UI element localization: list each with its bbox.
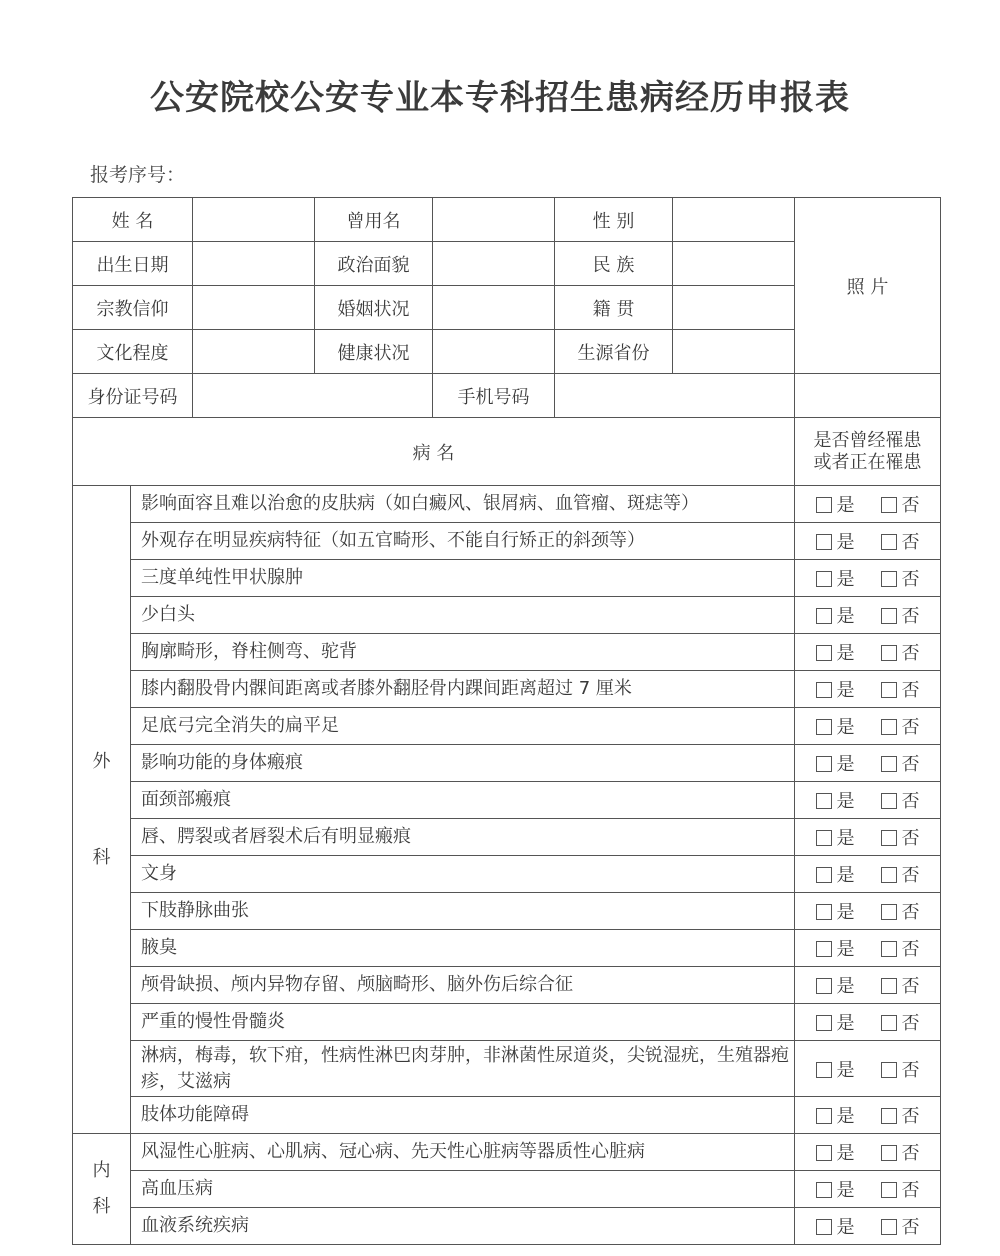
no-checkbox[interactable]: [881, 867, 897, 883]
disease-name: 严重的慢性骨髓炎: [131, 1004, 795, 1041]
disease-name: 风湿性心脏病、心肌病、冠心病、先天性心脏病等器质性心脏病: [131, 1134, 795, 1171]
no-checkbox[interactable]: [881, 682, 897, 698]
disease-name: 血液系统疾病: [131, 1208, 795, 1245]
no-option[interactable]: [881, 495, 920, 516]
yes-label: 是: [836, 1013, 855, 1034]
disease-name: 三度单纯性甲状腺肿: [131, 560, 795, 597]
political-status-field[interactable]: [433, 242, 555, 286]
yes-checkbox[interactable]: [816, 608, 832, 624]
former-name-field[interactable]: [433, 198, 555, 242]
no-checkbox[interactable]: [881, 756, 897, 772]
yes-label: 是: [836, 939, 855, 960]
yes-checkbox[interactable]: [816, 830, 832, 846]
no-checkbox[interactable]: [881, 1182, 897, 1198]
yes-no-choice: [795, 930, 941, 967]
yes-no-choice: [795, 486, 941, 523]
native-place-field[interactable]: [673, 286, 795, 330]
native-place-label: 籍 贯: [555, 286, 673, 330]
no-checkbox[interactable]: [881, 1015, 897, 1031]
category-char: 科: [92, 846, 111, 868]
no-label: 否: [901, 828, 920, 849]
yes-label: 是: [836, 754, 855, 775]
yes-label: 是: [836, 865, 855, 886]
religion-label: 宗教信仰: [73, 286, 193, 330]
yes-checkbox[interactable]: [816, 1219, 832, 1235]
no-option[interactable]: [881, 791, 920, 812]
yes-no-choice: [795, 671, 941, 708]
disease-name: 淋病，梅毒，软下疳，性病性淋巴肉芽肿，非淋菌性尿道炎，尖锐湿疣，生殖器疱疹，艾滋病: [131, 1041, 795, 1097]
yes-option[interactable]: [816, 939, 855, 960]
yes-checkbox[interactable]: [816, 534, 832, 550]
disease-name-header: 病 名: [73, 418, 795, 486]
yes-checkbox[interactable]: [816, 1108, 832, 1124]
no-label: 否: [901, 606, 920, 627]
yes-option[interactable]: [816, 1217, 855, 1238]
yes-label: 是: [836, 902, 855, 923]
disease-name: 下肢静脉曲张: [131, 893, 795, 930]
yes-checkbox[interactable]: [816, 571, 832, 587]
no-option[interactable]: [881, 643, 920, 664]
table-row: [73, 708, 941, 745]
yes-no-choice: [795, 1097, 941, 1134]
yes-label: 是: [836, 495, 855, 516]
no-label: 否: [901, 976, 920, 997]
disease-name: 面颈部瘢痕: [131, 782, 795, 819]
table-row: [73, 1171, 941, 1208]
no-label: 否: [901, 754, 920, 775]
no-option[interactable]: [881, 717, 920, 738]
table-row: [73, 856, 941, 893]
table-row: [73, 597, 941, 634]
form-title: 公安院校公安专业本专科招生患病经历申报表: [150, 78, 850, 118]
no-label: 否: [901, 1013, 920, 1034]
category-char: 外: [92, 750, 111, 772]
disease-name: 影响功能的身体瘢痕: [131, 745, 795, 782]
disease-name: 胸廓畸形，脊柱侧弯、驼背: [131, 634, 795, 671]
table-row: [73, 523, 941, 560]
yes-checkbox[interactable]: [816, 978, 832, 994]
disease-name: 文身: [131, 856, 795, 893]
no-label: 否: [901, 495, 920, 516]
yes-option[interactable]: [816, 865, 855, 886]
id-number-field[interactable]: [193, 374, 433, 418]
yes-no-choice: [795, 560, 941, 597]
yes-checkbox[interactable]: [816, 941, 832, 957]
no-checkbox[interactable]: [881, 941, 897, 957]
yes-no-choice: [795, 523, 941, 560]
yes-checkbox[interactable]: [816, 867, 832, 883]
table-row: [73, 930, 941, 967]
no-label: 否: [901, 1217, 920, 1238]
yes-label: 是: [836, 643, 855, 664]
no-checkbox[interactable]: [881, 719, 897, 735]
yes-option[interactable]: [816, 791, 855, 812]
disease-name: 影响面容且难以治愈的皮肤病（如白癜风、银屑病、血管瘤、斑痣等）: [131, 486, 795, 523]
yes-no-choice: [795, 634, 941, 671]
yes-checkbox[interactable]: [816, 904, 832, 920]
yes-no-choice: [795, 893, 941, 930]
name-label: 姓 名: [73, 198, 193, 242]
yes-no-choice: [795, 856, 941, 893]
no-checkbox[interactable]: [881, 1108, 897, 1124]
yes-no-choice: [795, 1004, 941, 1041]
marital-status-field[interactable]: [433, 286, 555, 330]
no-label: 否: [901, 902, 920, 923]
no-checkbox[interactable]: [881, 793, 897, 809]
no-label: 否: [901, 717, 920, 738]
yes-option[interactable]: [816, 1106, 855, 1127]
category-label: [73, 486, 131, 1134]
yes-option[interactable]: [816, 902, 855, 923]
table-row: [73, 671, 941, 708]
no-checkbox[interactable]: [881, 645, 897, 661]
yes-checkbox[interactable]: [816, 1062, 832, 1078]
yes-option[interactable]: [816, 1060, 855, 1081]
origin-province-label: 生源省份: [555, 330, 673, 374]
yes-label: 是: [836, 1106, 855, 1127]
serial-number-label: 报考序号：: [90, 164, 186, 186]
yes-checkbox[interactable]: [816, 682, 832, 698]
no-label: 否: [901, 680, 920, 701]
yes-checkbox[interactable]: [816, 1015, 832, 1031]
no-label: 否: [901, 865, 920, 886]
ever-suffered-header-line1: 是否曾经罹患: [813, 429, 922, 451]
yes-label: 是: [836, 828, 855, 849]
yes-label: 是: [836, 976, 855, 997]
yes-option[interactable]: [816, 1013, 855, 1034]
yes-no-choice: [795, 597, 941, 634]
birth-date-label: 出生日期: [73, 242, 193, 286]
yes-label: 是: [836, 606, 855, 627]
table-row: [73, 745, 941, 782]
no-option[interactable]: [881, 532, 920, 553]
no-option[interactable]: [881, 1180, 920, 1201]
yes-option[interactable]: [816, 717, 855, 738]
gender-field[interactable]: [673, 198, 795, 242]
table-row: [73, 486, 941, 523]
disease-name: 颅骨缺损、颅内异物存留、颅脑畸形、脑外伤后综合征: [131, 967, 795, 1004]
yes-option[interactable]: [816, 569, 855, 590]
ever-suffered-header-line2: 或者正在罹患: [813, 451, 922, 473]
yes-no-choice: [795, 967, 941, 1004]
disease-name: 腋臭: [131, 930, 795, 967]
table-row: [73, 893, 941, 930]
disease-name: 唇、腭裂或者唇裂术后有明显瘢痕: [131, 819, 795, 856]
no-option[interactable]: [881, 1106, 920, 1127]
yes-no-choice: [795, 1041, 941, 1097]
phone-field[interactable]: [555, 374, 795, 418]
yes-option[interactable]: [816, 532, 855, 553]
yes-checkbox[interactable]: [816, 497, 832, 513]
yes-no-choice: [795, 1208, 941, 1245]
ever-suffered-header: [795, 418, 941, 486]
yes-option[interactable]: [816, 606, 855, 627]
no-checkbox[interactable]: [881, 497, 897, 513]
disease-name: 外观存在明显疾病特征（如五官畸形、不能自行矫正的斜颈等）: [131, 523, 795, 560]
yes-label: 是: [836, 1180, 855, 1201]
yes-option[interactable]: [816, 643, 855, 664]
no-label: 否: [901, 532, 920, 553]
table-row: [73, 1097, 941, 1134]
name-field[interactable]: [193, 198, 315, 242]
no-option[interactable]: [881, 902, 920, 923]
no-label: 否: [901, 791, 920, 812]
yes-no-choice: [795, 782, 941, 819]
yes-checkbox[interactable]: [816, 1145, 832, 1161]
no-checkbox[interactable]: [881, 1219, 897, 1235]
yes-label: 是: [836, 569, 855, 590]
no-option[interactable]: [881, 680, 920, 701]
id-number-label: 身份证号码: [73, 374, 193, 418]
no-label: 否: [901, 1143, 920, 1164]
yes-label: 是: [836, 1143, 855, 1164]
table-row: [73, 560, 941, 597]
no-label: 否: [901, 643, 920, 664]
table-row: [73, 782, 941, 819]
category-label: [73, 1134, 131, 1245]
political-status-label: 政治面貌: [315, 242, 433, 286]
disease-name: 肢体功能障碍: [131, 1097, 795, 1134]
no-option[interactable]: [881, 865, 920, 886]
education-label: 文化程度: [73, 330, 193, 374]
disease-name: 少白头: [131, 597, 795, 634]
yes-option[interactable]: [816, 754, 855, 775]
no-label: 否: [901, 1106, 920, 1127]
no-option[interactable]: [881, 1060, 920, 1081]
yes-label: 是: [836, 717, 855, 738]
marital-status-label: 婚姻状况: [315, 286, 433, 330]
no-option[interactable]: [881, 754, 920, 775]
no-option[interactable]: [881, 976, 920, 997]
photo-extra-cell: [795, 374, 941, 418]
gender-label: 性 别: [555, 198, 673, 242]
table-row: [73, 1041, 941, 1097]
former-name-label: 曾用名: [315, 198, 433, 242]
no-checkbox[interactable]: [881, 608, 897, 624]
no-checkbox[interactable]: [881, 571, 897, 587]
education-field[interactable]: [193, 330, 315, 374]
yes-no-choice: [795, 1134, 941, 1171]
yes-no-choice: [795, 819, 941, 856]
yes-checkbox[interactable]: [816, 793, 832, 809]
yes-label: 是: [836, 532, 855, 553]
yes-option[interactable]: [816, 680, 855, 701]
ethnicity-field[interactable]: [673, 242, 795, 286]
category-char: 内: [92, 1160, 111, 1181]
yes-option[interactable]: [816, 828, 855, 849]
phone-label: 手机号码: [433, 374, 555, 418]
yes-label: 是: [836, 791, 855, 812]
yes-no-choice: [795, 745, 941, 782]
table-row: [73, 819, 941, 856]
yes-option[interactable]: [816, 1143, 855, 1164]
table-row: [73, 967, 941, 1004]
ethnicity-label: 民 族: [555, 242, 673, 286]
religion-field[interactable]: [193, 286, 315, 330]
no-checkbox[interactable]: [881, 534, 897, 550]
health-status-field[interactable]: [433, 330, 555, 374]
no-option[interactable]: [881, 606, 920, 627]
no-checkbox[interactable]: [881, 904, 897, 920]
yes-option[interactable]: [816, 495, 855, 516]
disease-name: 高血压病: [131, 1171, 795, 1208]
yes-checkbox[interactable]: [816, 1182, 832, 1198]
no-checkbox[interactable]: [881, 1062, 897, 1078]
yes-no-choice: [795, 1171, 941, 1208]
yes-label: 是: [836, 1217, 855, 1238]
health-status-label: 健康状况: [315, 330, 433, 374]
yes-option[interactable]: [816, 976, 855, 997]
application-form-table: [72, 197, 940, 1245]
origin-province-field[interactable]: [673, 330, 795, 374]
yes-checkbox[interactable]: [816, 645, 832, 661]
yes-checkbox[interactable]: [816, 719, 832, 735]
no-option[interactable]: [881, 828, 920, 849]
disease-name: 足底弓完全消失的扁平足: [131, 708, 795, 745]
yes-no-choice: [795, 708, 941, 745]
category-char: 科: [92, 1196, 111, 1217]
table-row: [73, 634, 941, 671]
photo-box[interactable]: 照 片: [795, 198, 941, 374]
no-option[interactable]: [881, 1143, 920, 1164]
table-row: [73, 1134, 941, 1171]
no-option[interactable]: [881, 1217, 920, 1238]
no-option[interactable]: [881, 569, 920, 590]
yes-label: 是: [836, 1059, 855, 1081]
no-checkbox[interactable]: [881, 978, 897, 994]
no-checkbox[interactable]: [881, 1145, 897, 1161]
table-row: [73, 1004, 941, 1041]
no-checkbox[interactable]: [881, 830, 897, 846]
yes-checkbox[interactable]: [816, 756, 832, 772]
yes-label: 是: [836, 680, 855, 701]
no-label: 否: [901, 1059, 920, 1081]
yes-option[interactable]: [816, 1180, 855, 1201]
table-row: [73, 1208, 941, 1245]
no-label: 否: [901, 569, 920, 590]
disease-name: 膝内翻股骨内髁间距离或者膝外翻胫骨内踝间距离超过 7 厘米: [131, 671, 795, 708]
no-option[interactable]: [881, 1013, 920, 1034]
no-option[interactable]: [881, 939, 920, 960]
no-label: 否: [901, 1180, 920, 1201]
birth-date-field[interactable]: [193, 242, 315, 286]
no-label: 否: [901, 939, 920, 960]
